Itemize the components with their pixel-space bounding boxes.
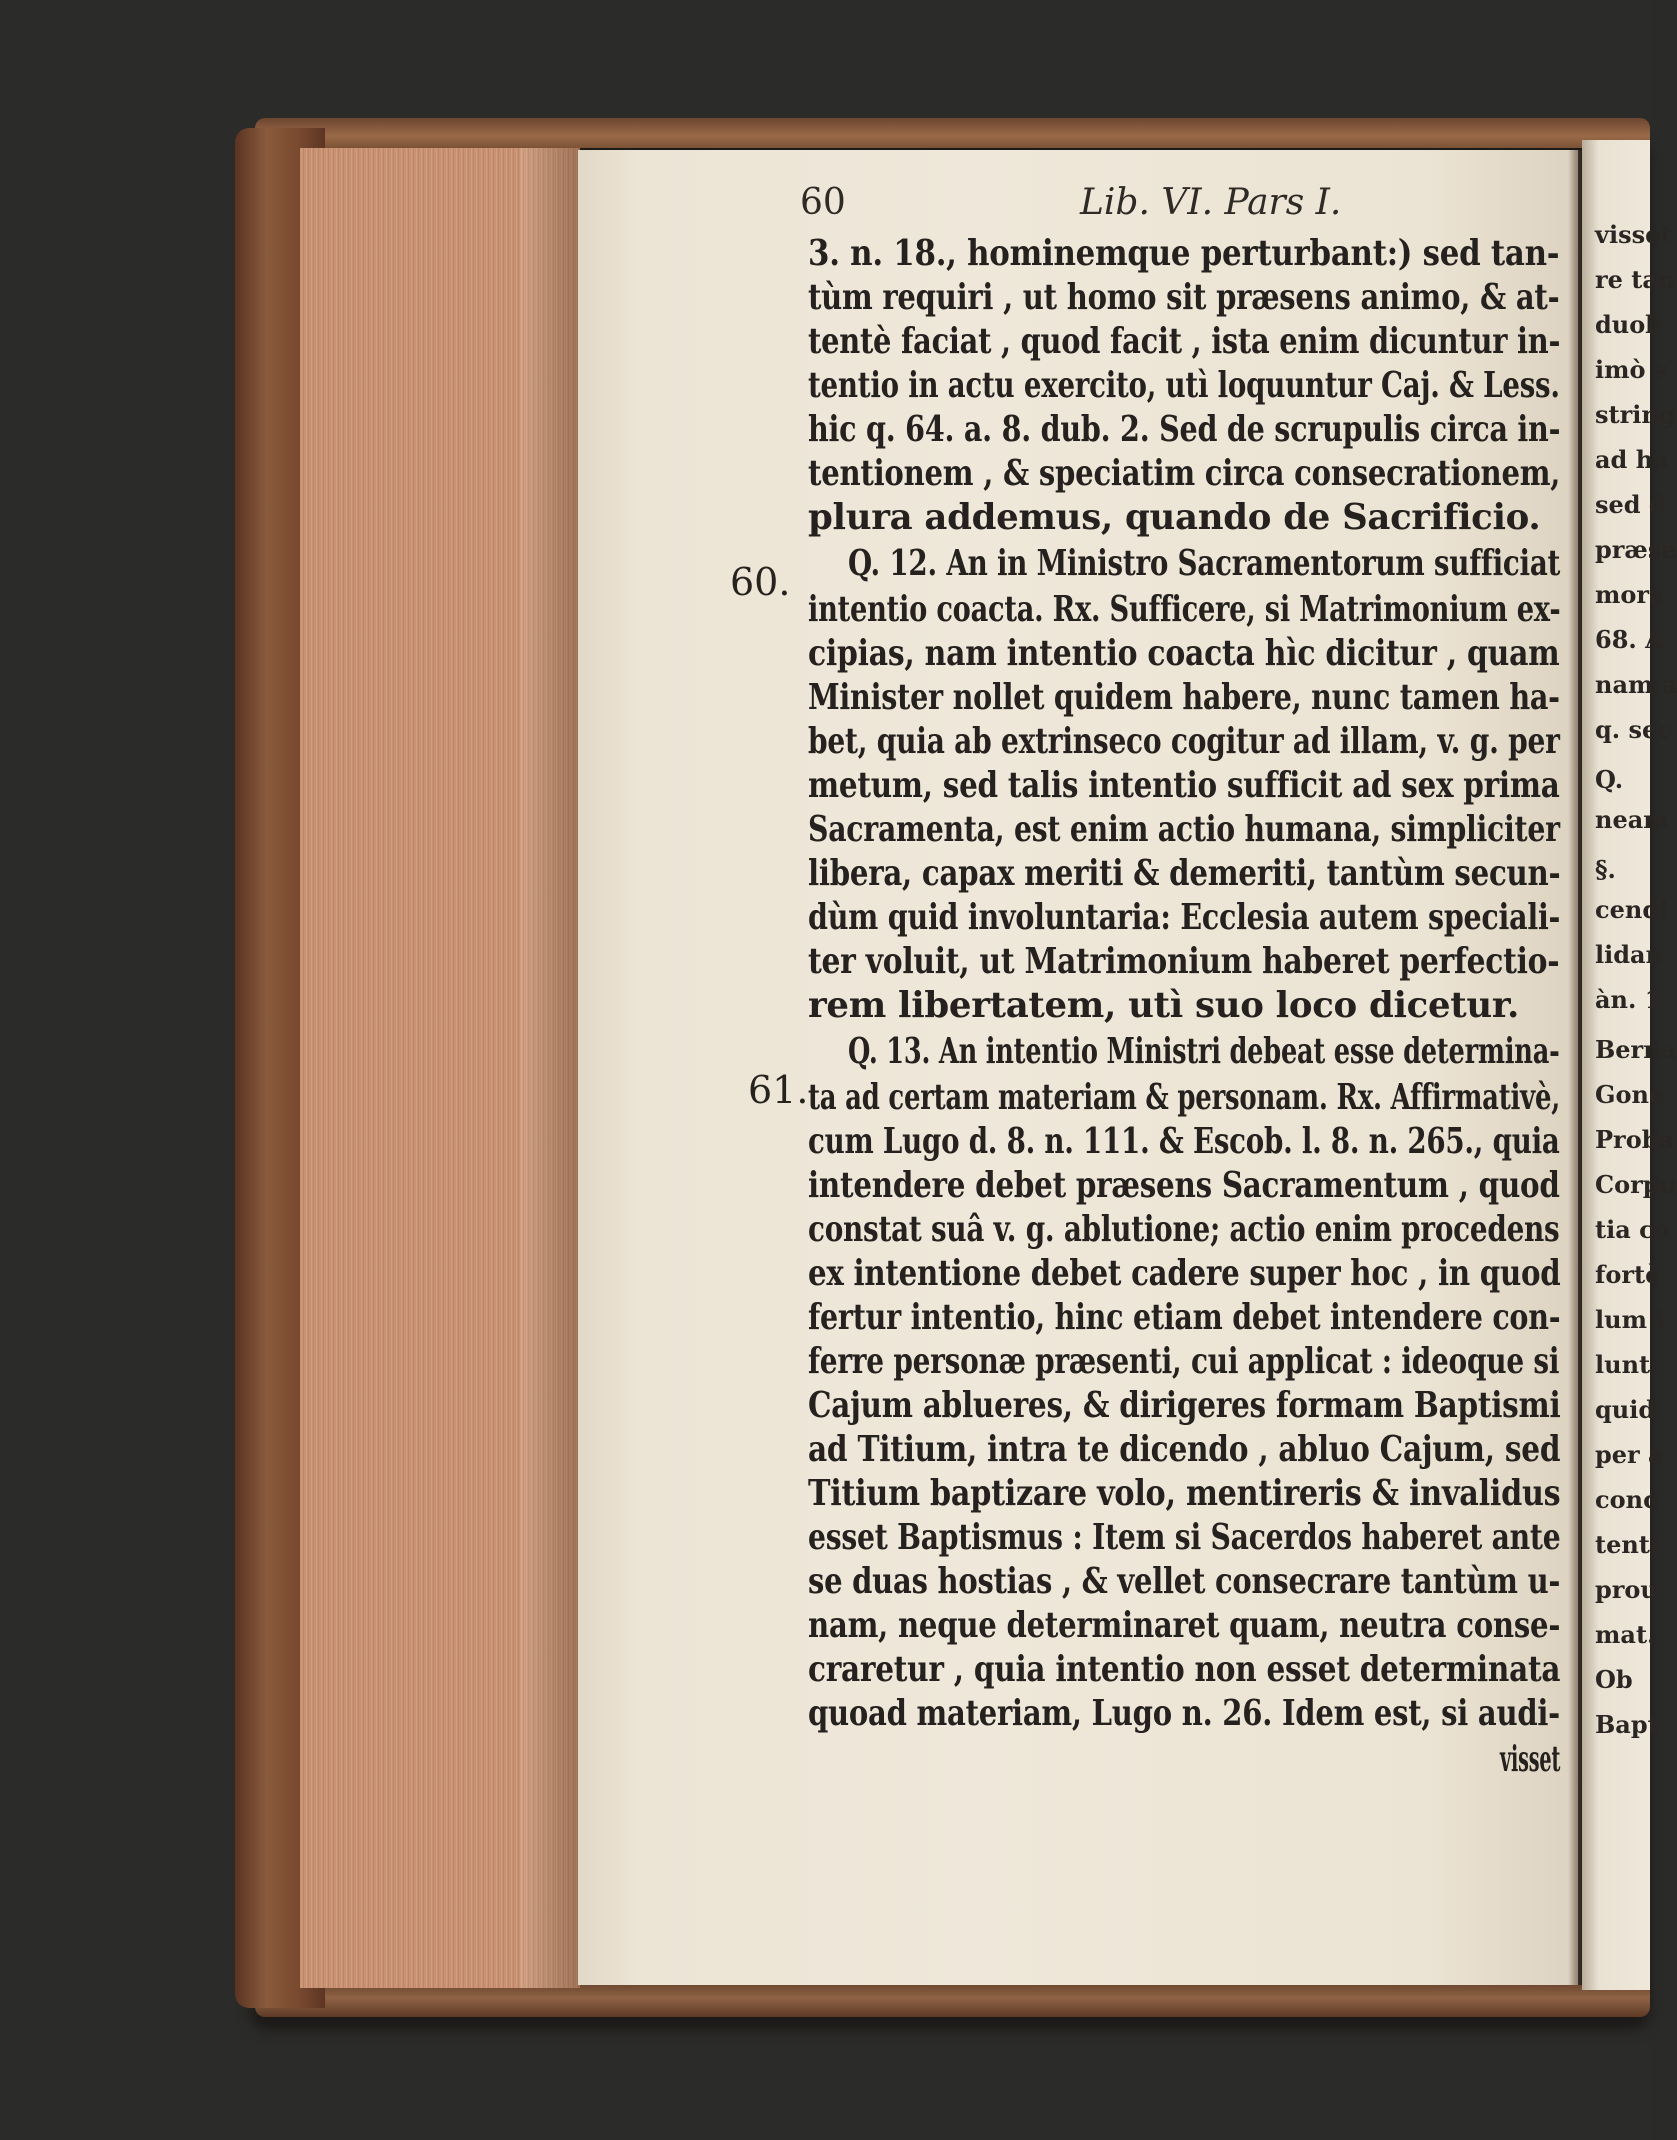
text-line: bet, quia ab extrinseco cogitur ad illam, v. g. per — [808, 721, 1560, 762]
facing-fragment: lunt — [1595, 1350, 1651, 1379]
facing-fragment: prou — [1595, 1575, 1658, 1604]
text-line: fertur intentio, hinc etiam debet intendere con- — [808, 1297, 1561, 1338]
text-line: tentè faciat , quod facit , ista enim dicuntur in- — [808, 321, 1561, 362]
facing-fragment: tenti — [1595, 1530, 1660, 1559]
text-line: Cajum ablueres, & dirigeres formam Baptismi — [808, 1385, 1561, 1426]
catchword: visset — [1500, 1739, 1561, 1780]
text-line: quoad materiam, Lugo n. 26. Idem est, si audi- — [808, 1693, 1560, 1734]
text-line: ter voluit, ut Matrimonium haberet perfectio- — [808, 941, 1560, 982]
facing-fragment: neam — [1595, 805, 1669, 834]
facing-fragment: re tan — [1595, 265, 1676, 294]
facing-fragment: visset — [1595, 220, 1672, 249]
facing-fragment: q. sec — [1595, 715, 1672, 744]
page-header — [0, 150, 1650, 230]
book-cover-bottom — [255, 1985, 1650, 2017]
facing-fragment: Gone — [1595, 1080, 1665, 1109]
facing-fragment: mat. — [1595, 1620, 1656, 1649]
page-edge-shade — [520, 148, 580, 1988]
text-line: cum Lugo d. 8. n. 111. & Escob. l. 8. n. 265., quia — [808, 1121, 1560, 1162]
facing-fragment: cendi — [1595, 895, 1669, 924]
running-title: Lib. VI. Pars I. — [1080, 182, 1342, 223]
text-line: Titium baptizare volo, mentireris & invalidus — [808, 1473, 1561, 1514]
facing-fragment: §. — [1595, 855, 1616, 884]
facing-fragment: àn. 1 — [1595, 985, 1662, 1014]
text-line: nam, neque determinaret quam, neutra conse- — [808, 1605, 1561, 1646]
facing-fragment: lum i — [1595, 1305, 1665, 1334]
facing-fragment: Proba — [1595, 1125, 1675, 1154]
facing-fragment: Bapt — [1595, 1710, 1659, 1739]
facing-fragment: lidan — [1595, 940, 1664, 969]
text-line: ex intentione debet cadere super hoc , in quod — [808, 1253, 1561, 1294]
text-line: plura addemus, quando de Sacrificio. — [808, 497, 1541, 538]
text-line: ta ad certam materiam & personam. Rx. Affirmativè, — [808, 1077, 1561, 1118]
facing-fragment: per a — [1595, 1440, 1664, 1469]
text-line: metum, sed talis intentio sufficit ad sex prima — [808, 765, 1560, 806]
text-line: se duas hostias , & vellet consecrare tantùm u- — [808, 1561, 1561, 1602]
facing-fragment: Ob — [1595, 1665, 1633, 1694]
text-line: hic q. 64. a. 8. dub. 2. Sed de scrupulis circa in- — [808, 409, 1561, 450]
text-line: cipias, nam intentio coacta hìc dicitur , quam — [808, 633, 1560, 674]
page-number: 60 — [800, 182, 846, 223]
text-line: intendere debet præsens Sacramentum , quod — [808, 1165, 1560, 1206]
text-line: ferre personæ præsenti, cui applicat : ideoque si — [808, 1341, 1560, 1382]
facing-fragment: duob — [1595, 310, 1663, 339]
facing-fragment: ad ha — [1595, 445, 1669, 474]
text-line: tùm requiri , ut homo sit præsens animo, & at- — [808, 277, 1560, 318]
text-line: constat suâ v. g. ablutione; actio enim procedens — [808, 1209, 1560, 1250]
text-line: craretur , quia intentio non esset determinata — [808, 1649, 1561, 1690]
text-line: Sacramenta, est enim actio humana, simpliciter — [808, 809, 1560, 850]
facing-fragment: mora — [1595, 580, 1665, 609]
facing-fragment: quid — [1595, 1395, 1656, 1424]
text-line: Q. 12. An in Ministro Sacramentorum sufficiat — [848, 543, 1561, 584]
text-line: intentio coacta. Rx. Sufficere, si Matrimonium ex- — [808, 589, 1561, 630]
margin-number-60: 60. — [730, 560, 791, 604]
text-line: esset Baptismus : Item si Sacerdos haberet ante — [808, 1517, 1561, 1558]
facing-fragment: 68. A — [1595, 625, 1664, 654]
margin-number-61: 61. — [748, 1068, 809, 1112]
text-line: tentio in actu exercito, utì loquuntur Caj. & Less. — [808, 365, 1560, 406]
facing-fragment: conc — [1595, 1485, 1658, 1514]
text-line: dùm quid involuntaria: Ecclesia autem speciali- — [808, 897, 1561, 938]
text-line: 3. n. 18., hominemque perturbant:) sed tan- — [808, 233, 1560, 274]
facing-fragment: imò s — [1595, 355, 1668, 384]
text-line: libera, capax meriti & demeriti, tantùm secun- — [808, 853, 1561, 894]
facing-fragment: tia co — [1595, 1215, 1670, 1244]
text-line: ad Titium, intra te dicendo , abluo Cajum, sed — [808, 1429, 1561, 1470]
facing-fragment: nam a — [1595, 670, 1677, 699]
facing-fragment: Corpu — [1595, 1170, 1677, 1199]
text-line: rem libertatem, utì suo loco dicetur. — [808, 985, 1520, 1026]
facing-fragment: præse — [1595, 535, 1677, 564]
book-cover-top — [255, 118, 1650, 148]
text-line: Q. 13. An intentio Ministri debeat esse determina- — [848, 1031, 1560, 1072]
facing-fragment: string — [1595, 400, 1676, 429]
facing-fragment: sed d — [1595, 490, 1666, 519]
facing-fragment: Berna — [1595, 1035, 1677, 1064]
facing-fragment: Q. — [1595, 765, 1624, 794]
facing-fragment: fortè — [1595, 1260, 1661, 1289]
text-line: tentionem , & speciatim circa consecrationem, — [808, 453, 1561, 494]
text-line: Minister nollet quidem habere, nunc tamen ha- — [808, 677, 1560, 718]
